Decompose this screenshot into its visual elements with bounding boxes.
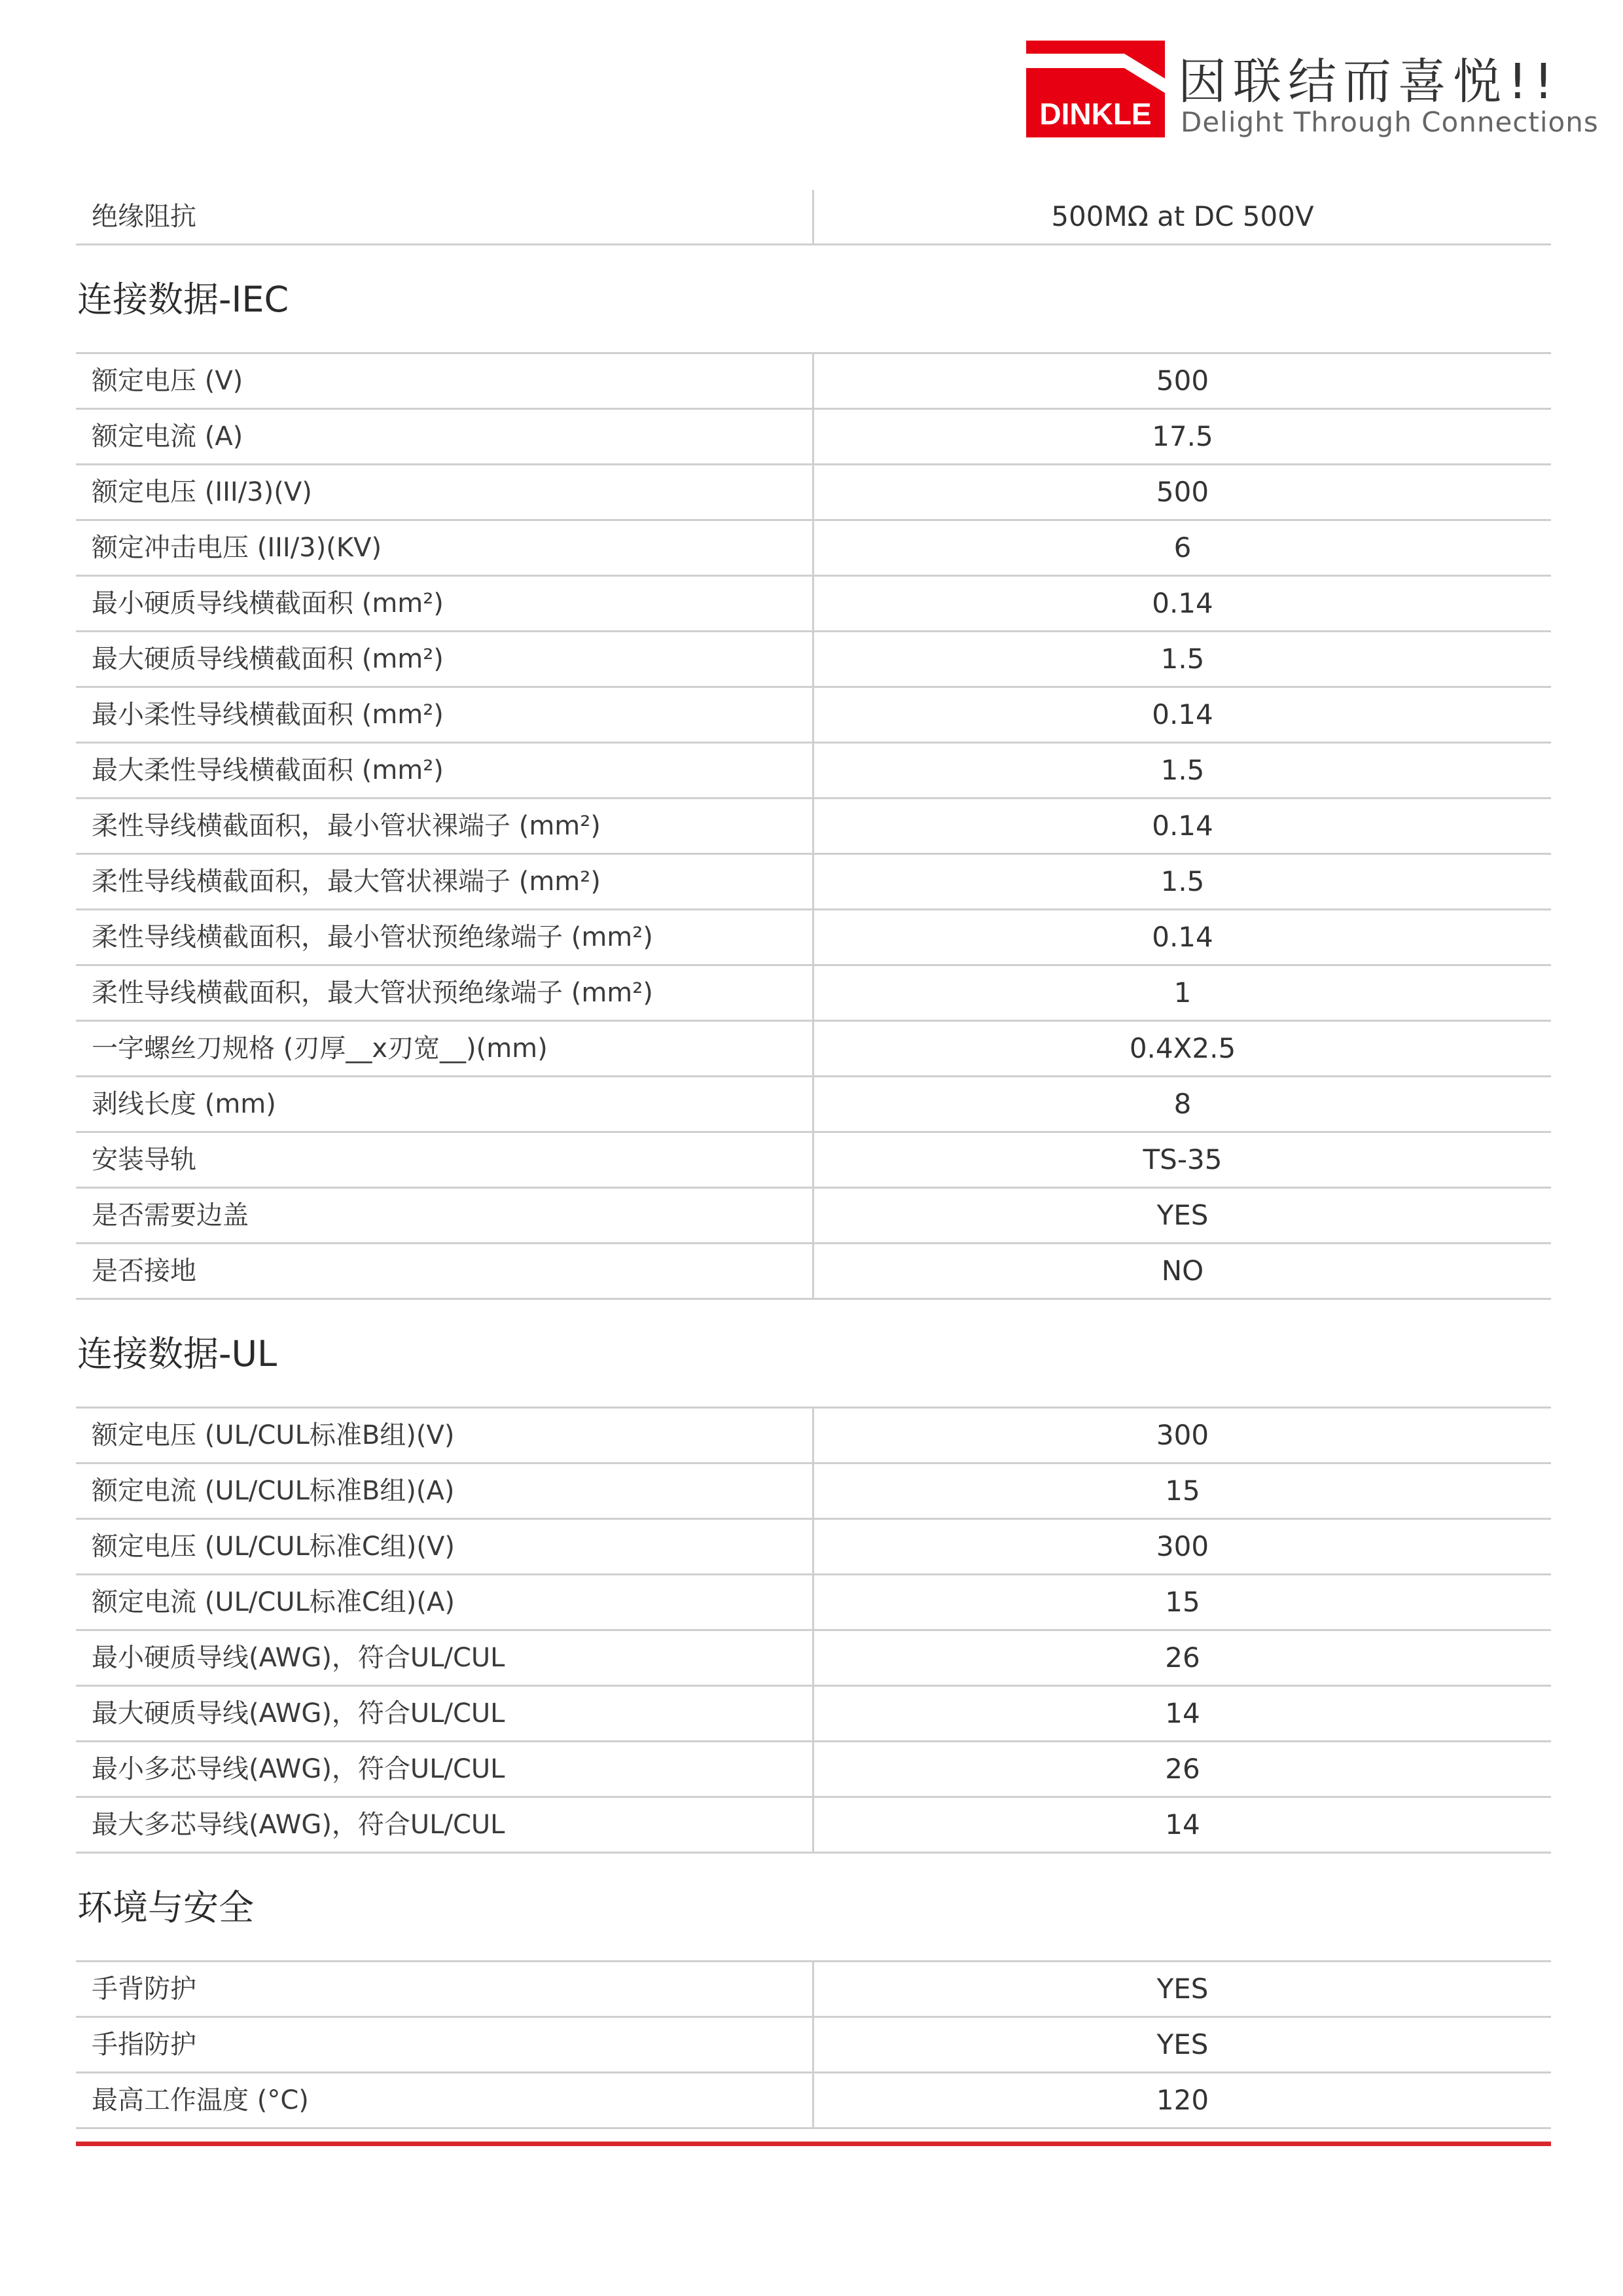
logo-text: DINKLE (1039, 97, 1152, 131)
row-value: 1.5 (1160, 754, 1205, 786)
table-row (76, 521, 1551, 577)
row-value: 500 (1156, 476, 1209, 508)
row-value: 0.14 (1152, 698, 1213, 730)
row-label: 剥线长度 (mm) (76, 1077, 814, 1131)
table-row (76, 910, 1551, 966)
row-value: YES (1156, 1973, 1209, 2005)
table-row (76, 190, 1551, 245)
row-label: 是否接地 (76, 1244, 814, 1298)
section-header (76, 1854, 1551, 1962)
row-value: TS-35 (1143, 1143, 1222, 1175)
table-row (76, 688, 1551, 744)
row-value: 15 (1165, 1475, 1200, 1507)
row-label: 最小柔性导线横截面积 (mm²) (76, 688, 814, 742)
row-label: 最大多芯导线(AWG)，符合UL/CUL (76, 1798, 814, 1852)
table-row (76, 1575, 1551, 1631)
table-row (76, 632, 1551, 688)
spec-table (76, 190, 1551, 2129)
table-row (76, 1464, 1551, 1520)
row-value: 0.14 (1152, 587, 1213, 619)
table-row (76, 1520, 1551, 1575)
table-row (76, 2018, 1551, 2073)
table-row (76, 799, 1551, 855)
row-label: 手指防护 (76, 2018, 814, 2072)
row-value: YES (1156, 2028, 1209, 2060)
table-row (76, 1244, 1551, 1300)
row-label: 最小硬质导线(AWG)，符合UL/CUL (76, 1631, 814, 1685)
table-row (76, 1133, 1551, 1189)
row-value: 1 (1173, 977, 1192, 1009)
row-value: 0.14 (1152, 921, 1213, 953)
row-label: 最高工作温度 (°C) (76, 2073, 814, 2127)
row-value: 0.4X2.5 (1129, 1032, 1236, 1064)
table-row (76, 744, 1551, 799)
row-label: 最小硬质导线横截面积 (mm²) (76, 577, 814, 630)
table-row (76, 2073, 1551, 2129)
row-label: 安装导轨 (76, 1133, 814, 1187)
row-value: 26 (1165, 1641, 1200, 1674)
table-row (76, 855, 1551, 910)
row-label: 手背防护 (76, 1962, 814, 2016)
table-row (76, 1077, 1551, 1133)
row-value: 1.5 (1160, 643, 1205, 675)
row-label: 柔性导线横截面积，最大管状预绝缘端子 (mm²) (76, 966, 814, 1020)
row-value: 300 (1156, 1419, 1209, 1451)
row-value: 14 (1165, 1808, 1200, 1840)
table-row (76, 354, 1551, 410)
row-value: 1.5 (1160, 865, 1205, 897)
table-row (76, 1742, 1551, 1798)
row-value: 0.14 (1152, 810, 1213, 842)
table-row (76, 1631, 1551, 1687)
row-value: 300 (1156, 1530, 1209, 1562)
row-label: 最大硬质导线(AWG)，符合UL/CUL (76, 1687, 814, 1740)
table-row (76, 1962, 1551, 2018)
row-label: 柔性导线横截面积，最小管状裸端子 (mm²) (76, 799, 814, 853)
row-value: 6 (1173, 531, 1192, 564)
row-value: 17.5 (1152, 420, 1213, 452)
table-row (76, 1408, 1551, 1464)
footer-divider (76, 2142, 1551, 2146)
row-label: 额定电流 (UL/CUL标准B组)(A) (76, 1464, 814, 1518)
tagline-chinese: 因联结而喜悦!! (1178, 54, 1560, 110)
row-value: 26 (1165, 1753, 1200, 1785)
table-row (76, 1798, 1551, 1854)
row-value: NO (1161, 1255, 1204, 1287)
row-label: 最大柔性导线横截面积 (mm²) (76, 744, 814, 797)
table-row (76, 1189, 1551, 1244)
row-value: 500MΩ at DC 500V (1051, 200, 1314, 232)
row-value: YES (1156, 1199, 1209, 1231)
row-label: 是否需要边盖 (76, 1189, 814, 1242)
section-header (76, 1300, 1551, 1408)
row-value: 8 (1173, 1088, 1192, 1120)
row-label: 额定冲击电压 (III/3)(KV) (76, 521, 814, 575)
row-label: 额定电压 (UL/CUL标准C组)(V) (76, 1520, 814, 1573)
table-row (76, 1022, 1551, 1077)
row-label: 额定电流 (UL/CUL标准C组)(A) (76, 1575, 814, 1629)
page-header (0, 0, 1623, 170)
row-value: 500 (1156, 365, 1209, 397)
section-title: 连接数据-IEC (77, 279, 289, 320)
row-label: 绝缘阻抗 (76, 190, 814, 243)
tagline-english: Delight Through Connections (1181, 106, 1599, 138)
table-row (76, 577, 1551, 632)
row-label: 一字螺丝刀规格 (刃厚__x刃宽__)(mm) (76, 1022, 814, 1075)
row-label: 额定电压 (III/3)(V) (76, 465, 814, 519)
row-label: 额定电压 (UL/CUL标准B组)(V) (76, 1408, 814, 1462)
table-row (76, 966, 1551, 1022)
section-title: 环境与安全 (77, 1887, 254, 1928)
row-label: 额定电压 (V) (76, 354, 814, 408)
row-value: 15 (1165, 1586, 1200, 1618)
table-row (76, 410, 1551, 465)
row-label: 最小多芯导线(AWG)，符合UL/CUL (76, 1742, 814, 1796)
section-title: 连接数据-UL (77, 1333, 277, 1374)
row-value: 14 (1165, 1697, 1200, 1729)
row-label: 柔性导线横截面积，最小管状预绝缘端子 (mm²) (76, 910, 814, 964)
table-row (76, 465, 1551, 521)
row-label: 额定电流 (A) (76, 410, 814, 463)
row-label: 最大硬质导线横截面积 (mm²) (76, 632, 814, 686)
table-row (76, 1687, 1551, 1742)
row-label: 柔性导线横截面积，最大管状裸端子 (mm²) (76, 855, 814, 908)
row-value: 120 (1156, 2084, 1209, 2116)
section-header (76, 245, 1551, 354)
dinkle-logo (1026, 41, 1165, 137)
